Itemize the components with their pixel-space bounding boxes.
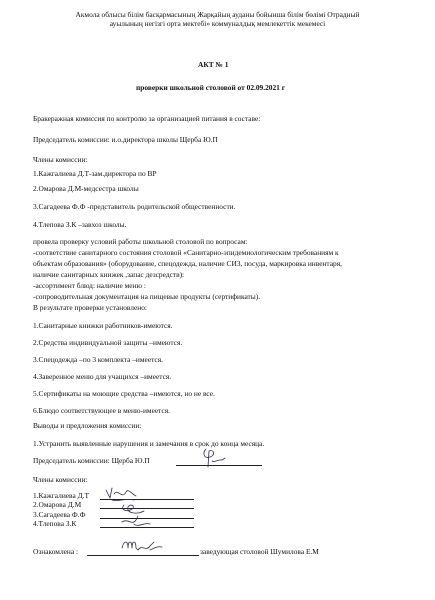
member-4: 4.Тлепова З.К –завхоз школы. — [33, 220, 127, 229]
acquainted-label: Ознакомлена : — [33, 547, 79, 556]
act-number: АКТ № 1 — [198, 60, 229, 69]
members-heading: Члены комиссии: — [33, 155, 88, 164]
check-line-3: объектам образования» (оборудование, спецодежда, наличие СИЗ, посуда, маркировка инвентаря, — [33, 259, 342, 268]
finding-5: 5.Сертификаты на моющие средства –имеются, но не все. — [33, 389, 215, 398]
commission-intro: Бракеражная комиссия по контролю за организацией питания в составе: — [33, 114, 261, 123]
conclusions-heading: Выводы и предложения комиссии: — [33, 421, 142, 430]
check-line-1: провела проверку условий работы школьной столовой по вопросам: — [33, 237, 248, 246]
signature-member-3: 3.Сагадеева Ф.Ф — [33, 510, 86, 519]
school-header — [20, 10, 415, 28]
header-line-2: ауылының негізгі орта мектебі» коммуналдық мемлекеттік мекемесі — [109, 19, 326, 28]
check-line-5: -ассортимент блюд: наличие меню : — [33, 281, 146, 290]
signature-member-4: 4.Тлепова З.К — [33, 519, 77, 528]
member-2: 2.Омарова Д.М-медсестра школы — [33, 184, 139, 193]
member-1: 1.Кажгалиева Д.Т-зам.директора по ВР — [33, 169, 157, 178]
signature-members-heading: Члены комиссии: — [33, 475, 88, 484]
acquainted-name: заведующая столовой Шумилова Е.М — [200, 547, 319, 556]
finding-2: 2.Средства индивидуальной защиты –имеются. — [33, 338, 183, 347]
check-line-4: наличие санитарных книжек ,запас дезсредств): — [33, 270, 185, 279]
signature-member-1: 1.Кажгалиева Д.Т — [33, 491, 89, 500]
check-line-6: -сопроводительная документация на пищевые продукты (сертификаты). — [33, 292, 261, 301]
finding-6: 6.Блюдо соответствующее в меню-имеется. — [33, 406, 171, 415]
conclusion-1: 1.Устранить выявленные нарушения и замечания в срок до конца месяца. — [33, 439, 265, 448]
check-line-7: В результате проверки установлено: — [33, 303, 147, 312]
finding-3: 3.Спецодежда –по 3 комплекта –имеется. — [33, 355, 163, 364]
signature-chair-label: Председатель комиссии: Щерба Ю.П — [33, 456, 150, 465]
header-line-1: Акмола облысы білім басқармасының Жарқайың ауданы бойынша білім бөлімі Отрадный — [75, 10, 360, 19]
signature-member-2: 2.Омарова Д.М — [33, 500, 82, 509]
act-subtitle: проверки школьной столовой от 02.09.2021 г — [136, 83, 286, 92]
finding-4: 4.Заверенное меню для учащихся –имеется. — [33, 372, 172, 381]
check-line-2: -соответствие санитарного состояния столовой «Санитарно-эпидемиологическим требованиям к — [33, 248, 339, 257]
member-3: 3.Сагадеева Ф.Ф -представитель родительской общественности. — [33, 202, 236, 211]
signature-member-4-mark — [120, 512, 154, 532]
signature-chair — [198, 445, 228, 471]
finding-1: 1.Санитарные книжки работников-имеются. — [33, 321, 173, 330]
signature-acquainted — [120, 536, 164, 558]
commission-chair: Председатель комиссии: и.о.директора школы Щерба Ю.П — [33, 135, 218, 144]
